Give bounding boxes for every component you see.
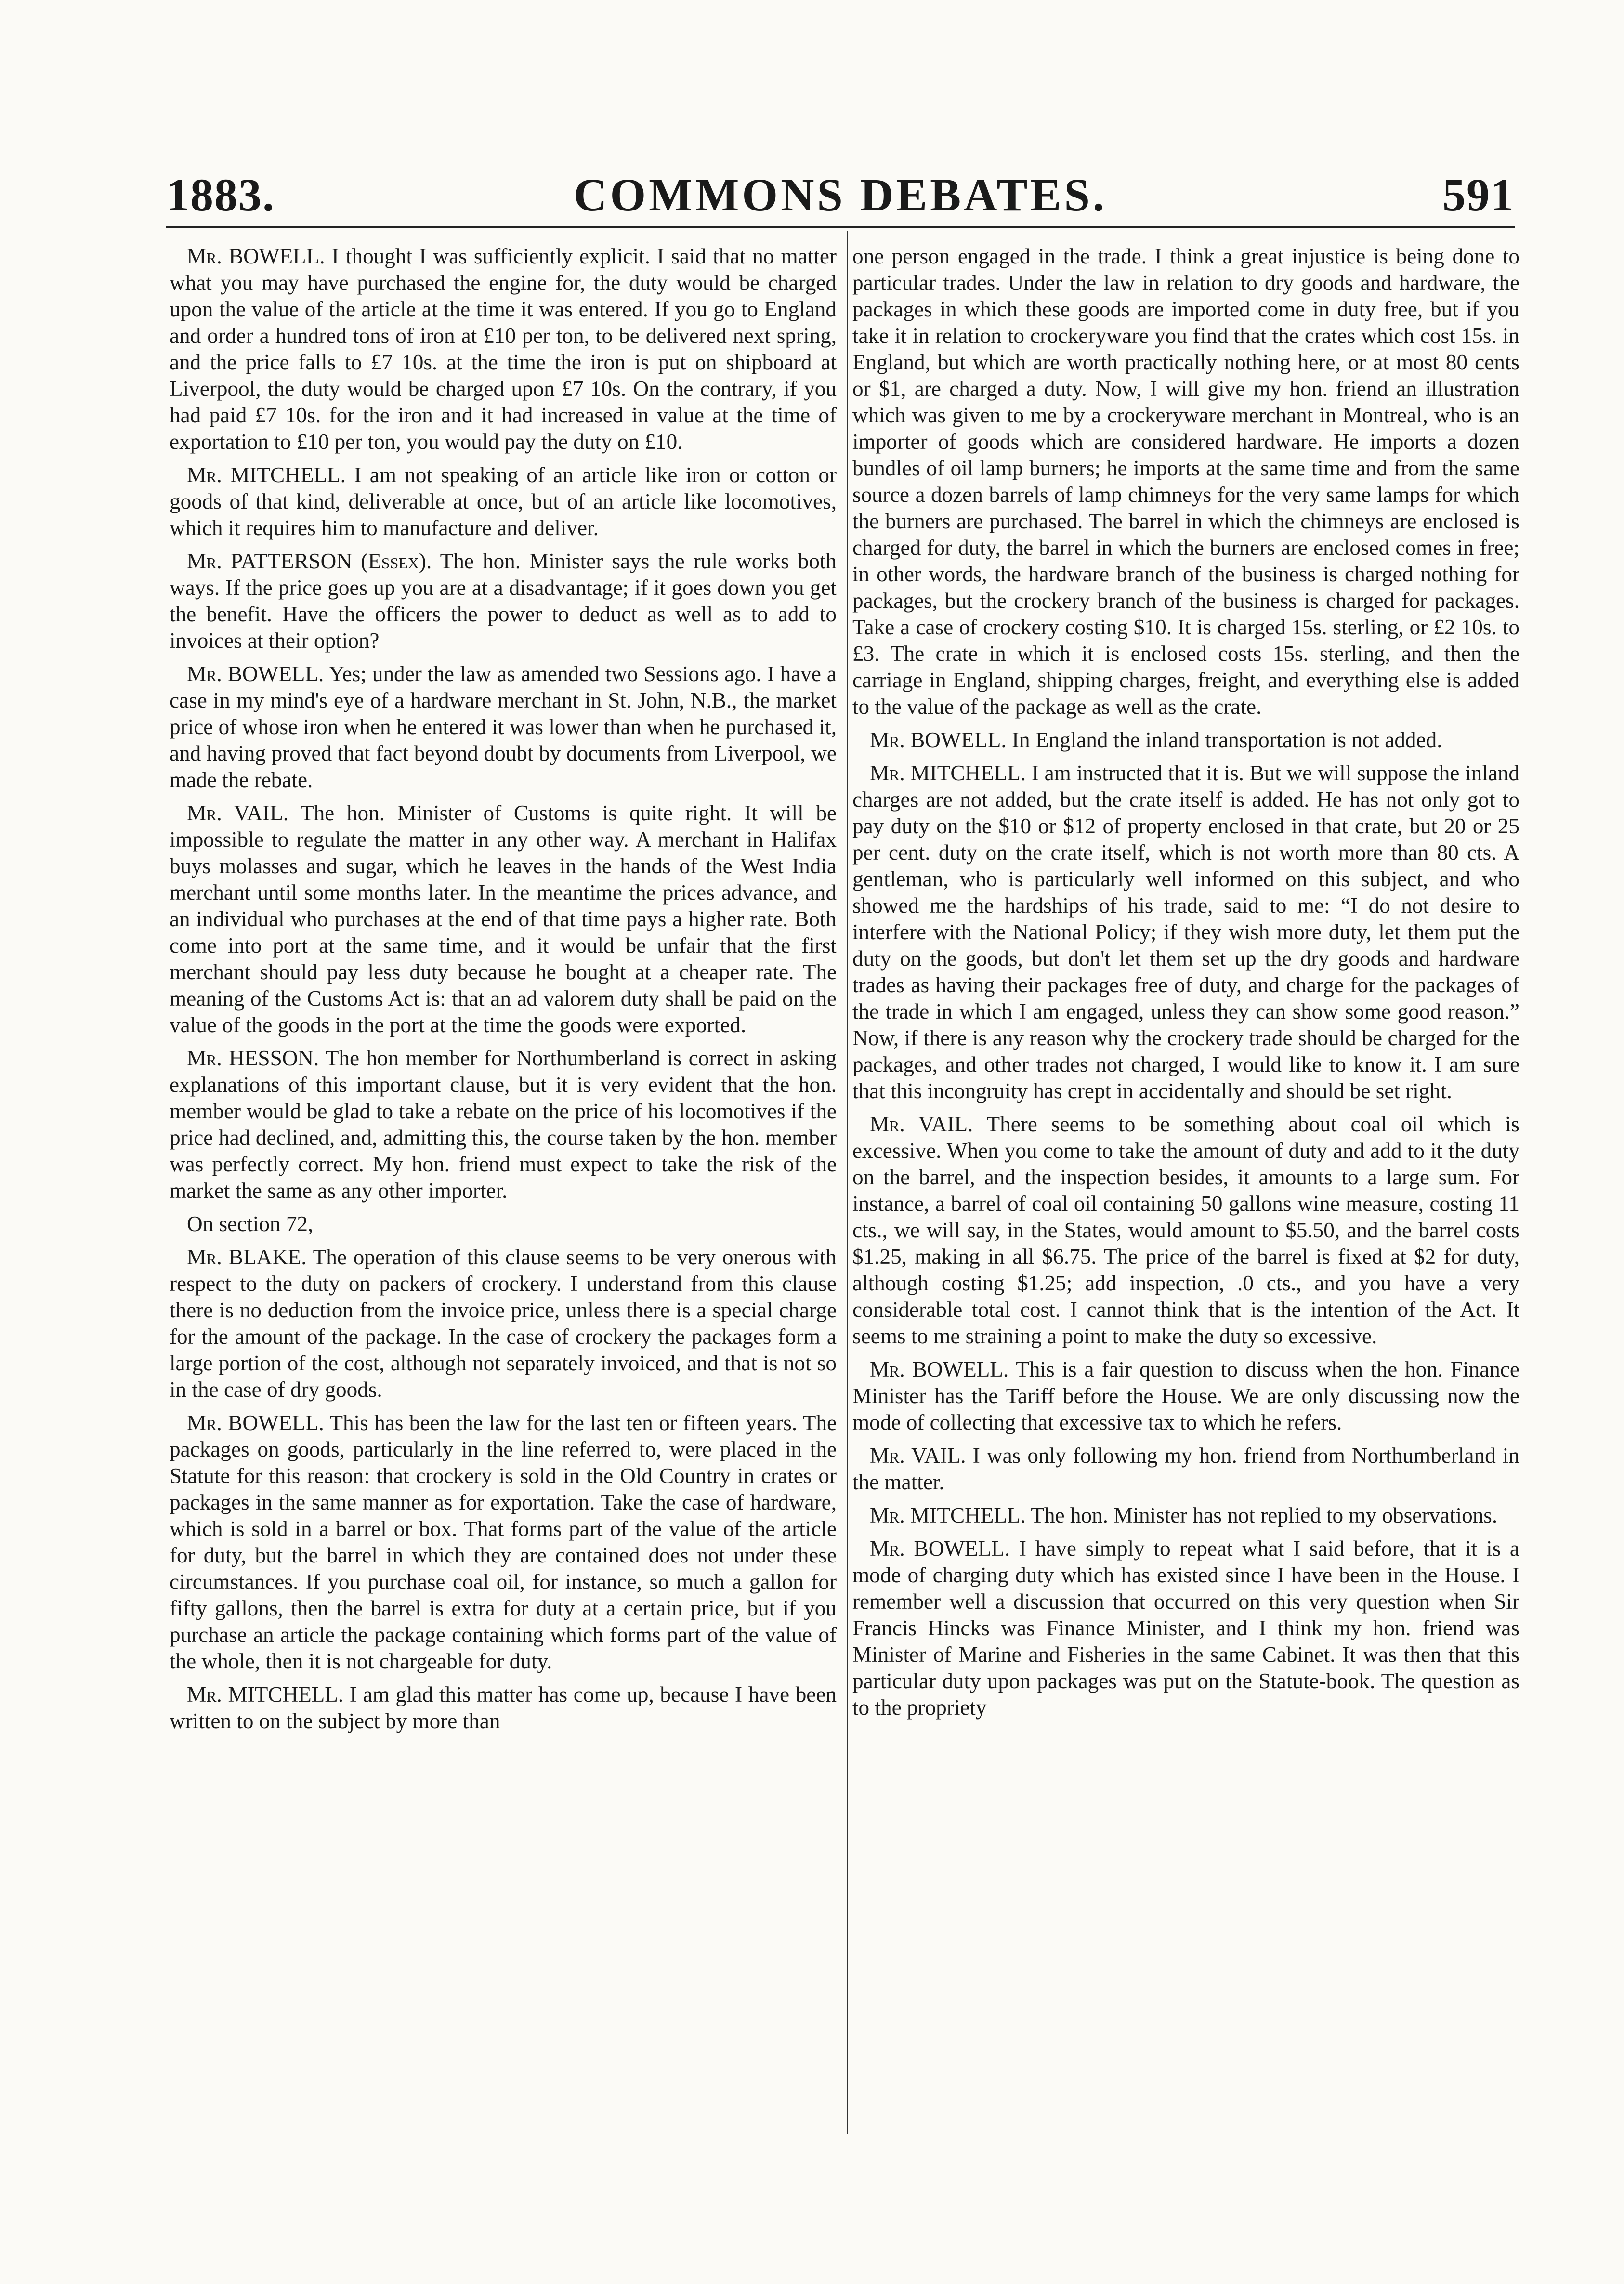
paragraph [170,661,837,793]
paragraph [170,462,837,541]
header-year: 1883. [166,169,275,221]
paragraph [852,1111,1519,1350]
speaker-name: Mr. BOWELL. [187,244,325,268]
column-divider [847,231,848,2134]
speaker-name: Mr. MITCHELL. [870,1503,1026,1527]
paragraph [852,760,1519,1104]
paragraph [170,1681,837,1734]
paragraph [852,727,1519,753]
paragraph-text: The hon. Minister has not replied to my observations. [1025,1503,1498,1527]
speaker-name: Mr. VAIL. [870,1444,966,1468]
paragraph [170,1410,837,1675]
page-header [166,166,1515,224]
speaker-name: Mr. BOWELL. [870,1357,1009,1381]
paragraph-text: I am instructed that it is. But we will suppose the inland charges are not added, but the crate itself is added. He has not only got to pay duty on the $10 or $12 of property enclosed in that crate, but 20 or 25 per cent. duty on the crate itself, which is not worth more than 80 cts. A gentleman, who is particularly well informed on this subject, and who showed me the hardships of his trade, said to me: “I do not desire to interfere with the National Policy; if they wish more duty, let them put the duty on the goods, but don't let them set up the dry goods and hardware trades as having their packages free of duty, and charge for the packages of the trade in which I am engaged, unless they can show some good reason.” Now, if there is any reason why the crockery trade should be charged for the packages, and other trades not charged, I would like to know it. I am sure that this incongruity has crept in accidentally and should be set right. [852,761,1519,1103]
paragraph-text: one person engaged in the trade. I think a great injustice is being done to particular trades. Under the law in relation to dry goods and hardware, the packages in which these goods are imported come in duty free, but if you take it in relation to crockeryware you find that the crates which cost 15s. in England, but which are worth practically nothing here, or at most 80 cents or $1, are charged a duty. Now, I will give my hon. friend an illustration which was given to me by a crockeryware merchant in Montreal, who is an importer of goods which are considered hardware. He imports a dozen bundles of oil lamp burners; he imports at the same time and from the same source a dozen barrels of lamp chimneys for the very same lamps for which the burners are purchased. The barrel in which the chimneys are enclosed is charged for duty, the barrel in which the burners are enclosed comes in free; in other words, the hardware branch of the business is charged nothing for packages, but the crockery branch of the business is charged for packages. Take a case of crockery costing $10. It is charged 15s. sterling, or £2 10s. to £3. The crate in which it is enclosed costs 15s. sterling, and then the carriage in England, shipping charges, freight, and everything else is added to the value of the package as well as the crate. [852,244,1519,719]
paragraph-text: The operation of this clause seems to be very onerous with respect to the duty on packers of crockery. I understand from this clause there is no deduction from the invoice price, unless there is a special charge for the amount of the package. In the case of crockery the packages form a large portion of the cost, although not separately invoiced, and that is not so in the case of dry goods. [170,1245,837,1402]
speaker-name: Mr. HESSON. [187,1046,319,1070]
paragraph [852,1443,1519,1496]
paragraph-text: There seems to be something about coal oil which is excessive. When you come to take the amount of duty and add to it the duty on the barrel, and the inspection besides, it amounts to a large sum. For instance, a barrel of coal oil containing 50 gallons wine measure, costing 11 cts., we will say, in the States, would amount to $5.50, and the barrel costs $1.25, making in all $6.75. The price of the barrel is fixed at $2 for duty, although costing $1.25; add inspection, .0 cts., and you have a very considerable total cost. I cannot think that is the intention of the Act. It seems to me straining a point to make the duty so excessive. [852,1112,1519,1348]
paragraph-text: I thought I was sufficiently explicit. I said that no matter what you may have purchased the engine for, the duty would be charged upon the value of the article at the time it was entered. If you go to England and order a hundred tons of iron at £10 per ton, to be delivered next spring, and the price falls to £7 10s. at the time the iron is put on shipboard at Liverpool, the duty would be charged upon £7 10s. On the contrary, if you had paid £7 10s. for the iron and it had increased in value at the time of exportation to £10 per ton, you would pay the duty on £10. [170,244,837,454]
speaker-name: Mr. VAIL. [187,801,289,825]
header-rule [166,226,1515,228]
paragraph-text: The hon. Minister of Customs is quite right. It will be impossible to regulate the matter in any other way. A merchant in Halifax buys molasses and sugar, which he leaves in the hands of the West India merchant until some months later. In the meantime the prices advance, and an individual who purchases at the end of that time pays a higher rate. Both come into port at the same time, and it would be unfair that the first merchant should pay less duty because he bought at a cheaper rate. The meaning of the Customs Act is: that an ad valorem duty shall be paid on the value of the goods in the port at the time the goods were exported. [170,801,837,1037]
paragraph-text: This is a fair question to discuss when the hon. Finance Minister has the Tariff before the House. We are only discussing now the mode of collecting that excessive tax to which he refers. [852,1357,1519,1434]
speaker-name: Mr. MITCHELL. [870,761,1026,785]
paragraph-text: This has been the law for the last ten or fifteen years. The packages on goods, particularly in the line referred to, were placed in the Statute for this reason: that crockery is sold in the Old Country in crates or packages in the same manner as for exportation. Take the case of hardware, which is sold in a barrel or box. That forms part of the value of the article for duty, but the barrel in which they are contained does not under these circumstances. If you purchase coal oil, for instance, so much a gallon for fifty gallons, then the barrel is extra for duty at a certain price, but if you purchase an article the package containing which forms part of the value of the whole, then it is not chargeable for duty. [170,1411,837,1673]
paragraph [852,1502,1519,1529]
paragraph [170,1244,837,1403]
header-page-number: 591 [1442,169,1515,221]
speaker-name: Mr. BLAKE. [187,1245,307,1269]
left-column [170,243,837,2122]
paragraph [852,243,1519,720]
paragraph-text: In England the inland transportation is not added. [1006,728,1442,752]
header-title: COMMONS DEBATES. [574,169,1107,221]
paragraph-text: I am not speaking of an article like iron or cotton or goods of that kind, deliverable at once, but of an article like locomotives, which it requires him to manufacture and deliver. [170,463,837,540]
paragraph-text: The hon. Minister says the rule works both ways. If the price goes up you are at a disadvantage; if it goes down you get the benefit. Have the officers the power to deduct as well as to add to invoices at their option? [170,549,837,653]
paragraph [170,1045,837,1204]
speaker-name: Mr. VAIL. [870,1112,973,1136]
paragraph-text: On section 72, [187,1212,314,1236]
speaker-name: Mr. BOWELL. [870,728,1007,752]
paragraph [170,548,837,654]
speaker-name: Mr. MITCHELL. [187,463,346,487]
paragraph-text: I was only following my hon. friend from Northumberland in the matter. [852,1444,1519,1494]
speaker-name: Mr. BOWELL. [870,1536,1010,1561]
right-column [852,243,1519,2122]
speaker-name: Mr. MITCHELL. [187,1682,344,1706]
paragraph-text: The hon member for Northumberland is correct in asking explanations of this important clause, but it is very evident that the hon. member would be glad to take a rebate on the price of his locomotives if the price had declined, and, admitting this, the course taken by the hon. member was perfectly correct. My hon. friend must expect to take the risk of the market the same as any other importer. [170,1046,837,1203]
paragraph-text: Yes; under the law as amended two Sessions ago. I have a case in my mind's eye of a hardware merchant in St. John, N.B., the market price of whose iron when he entered it was lower than when he purchased it, and having proved that fact beyond doubt by documents from Liverpool, we made the rebate. [170,662,837,792]
paragraph-text: I have simply to repeat what I said before, that it is a mode of charging duty which has existed since I have been in the House. I remember well a discussion that occurred on this very question when Sir Francis Hincks was Finance Minister, and I think my hon. friend was Minister of Marine and Fisheries in the same Cabinet. It was then that this particular duty upon packages was put on the Statute-book. The question as to the propriety [852,1536,1519,1720]
paragraph-text: I am glad this matter has come up, because I have been written to on the subject by more than [170,1682,837,1733]
paragraph [170,800,837,1038]
speaker-name: Mr. BOWELL. [187,662,324,686]
speaker-name: Mr. BOWELL. [187,1411,324,1435]
speaker-name: Mr. PATTERSON (Essex). [187,549,432,573]
paragraph [852,1356,1519,1436]
paragraph [170,1211,837,1237]
paragraph [170,243,837,455]
paragraph [852,1536,1519,1721]
